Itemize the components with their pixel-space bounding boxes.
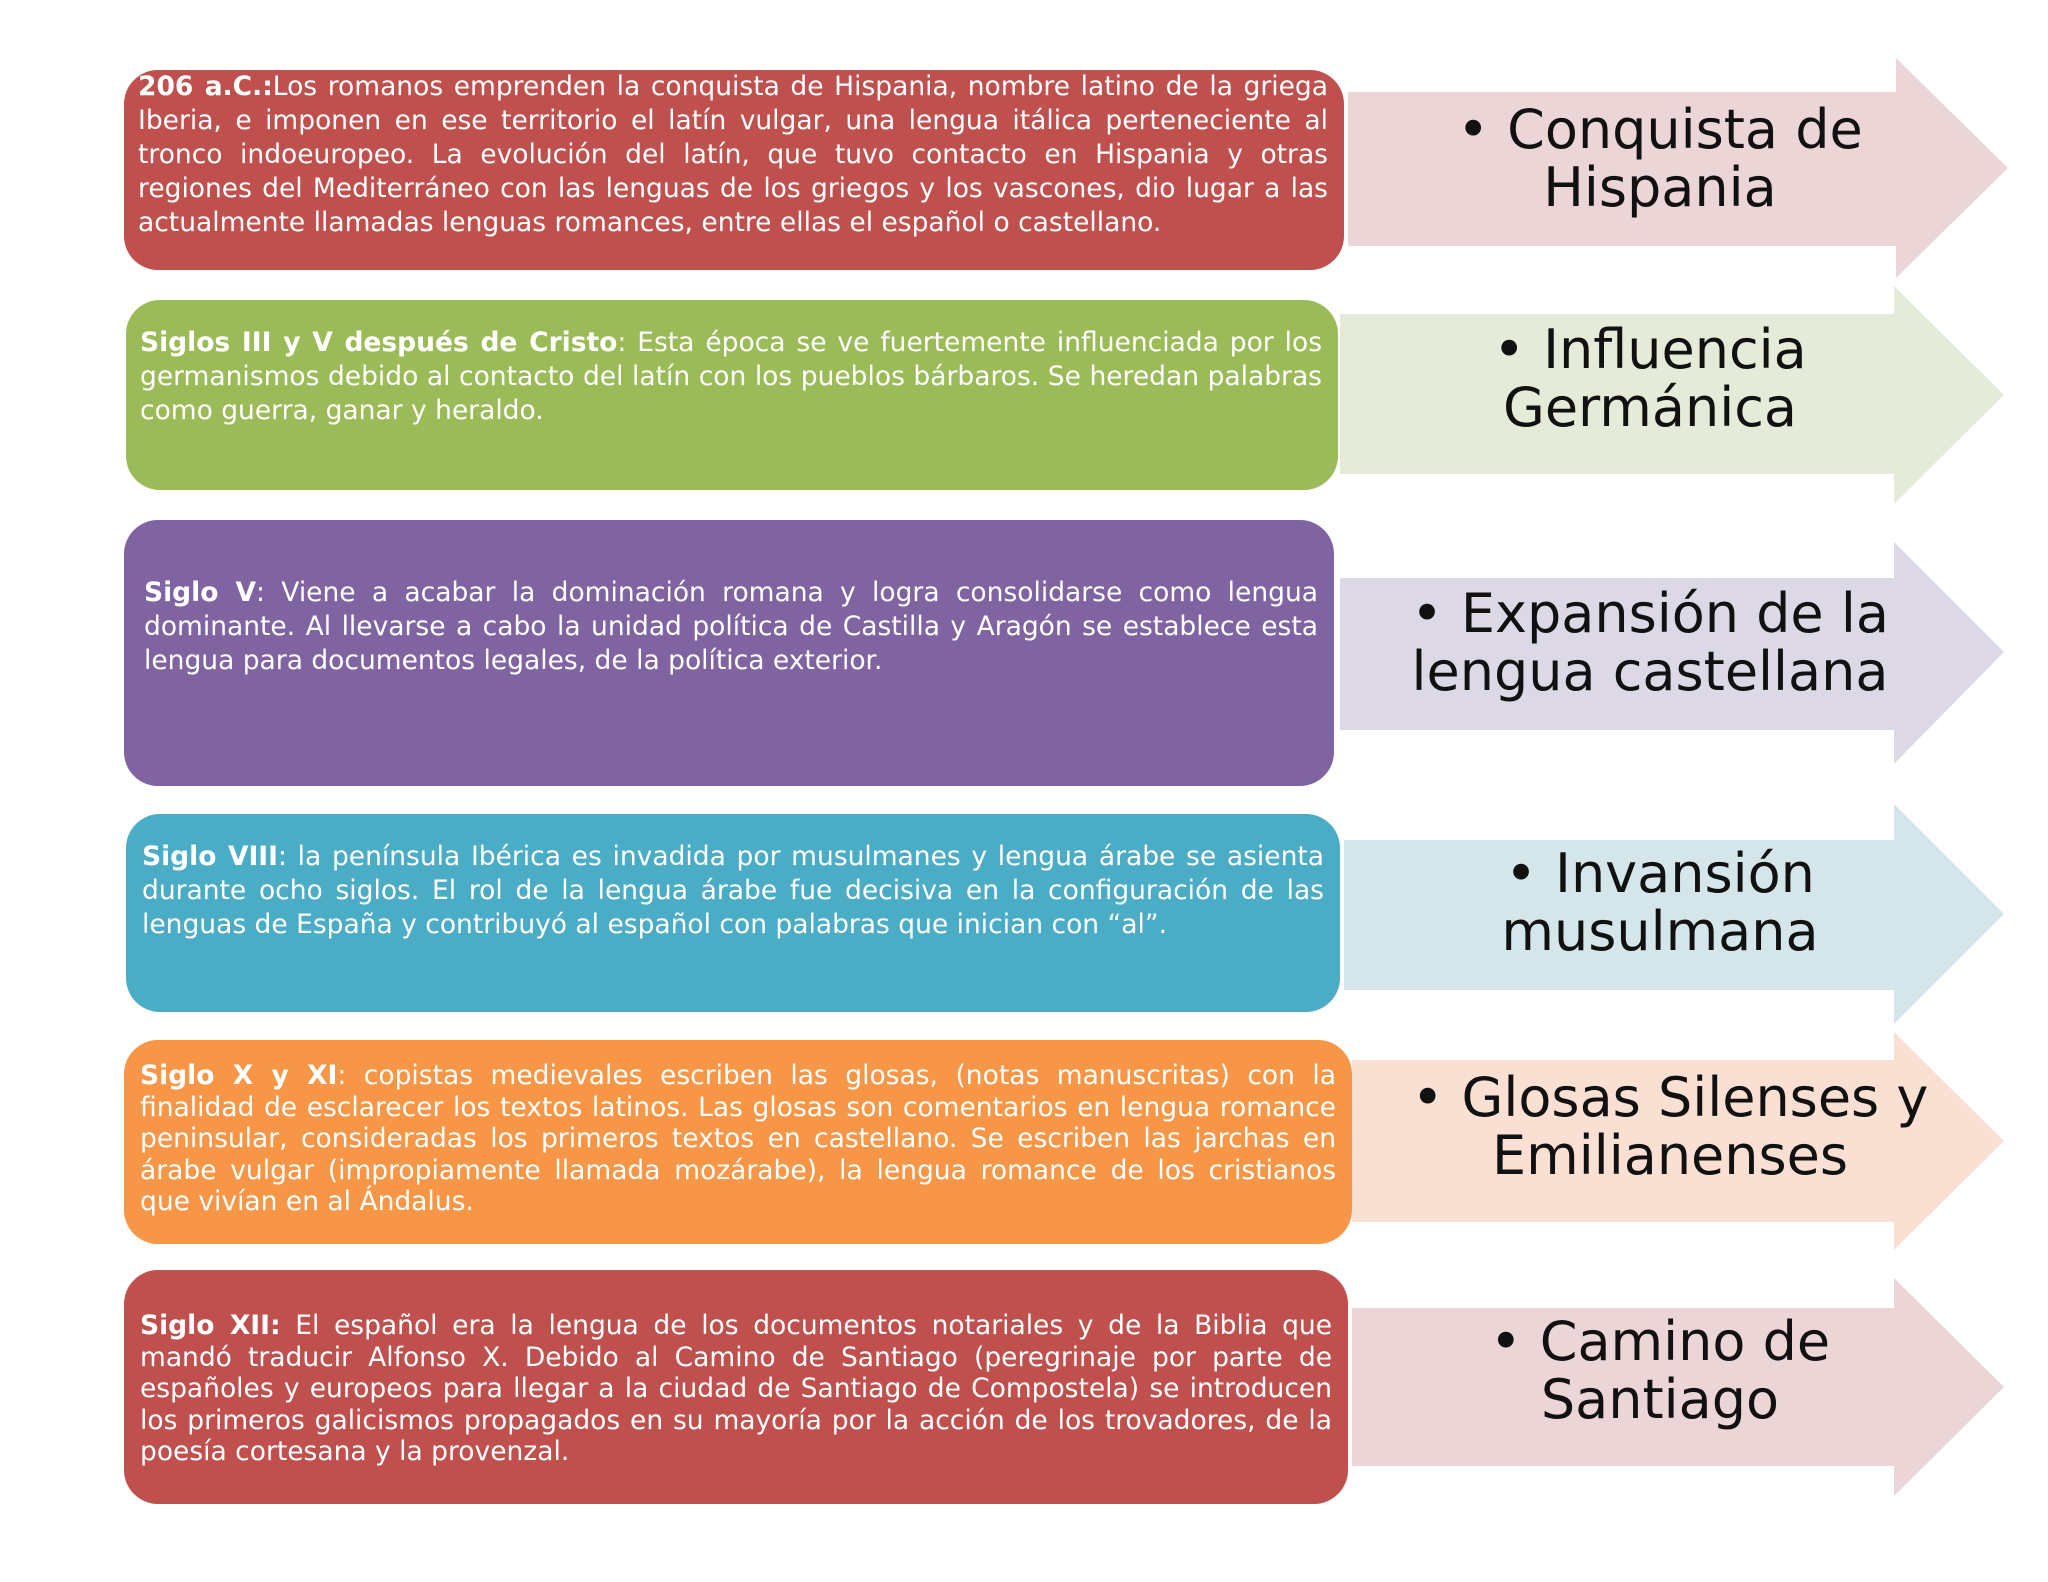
event-box <box>126 814 1340 1012</box>
event-description: : copistas medievales escriben las glosas, (notas manuscritas) con la finalidad de esclarecer los textos latinos. Las glosas son comentarios en lengua romance peninsular, consideradas los primeros textos en castellano. Se escriben las jarchas en árabe vulgar (impropiamente llamada mozárabe), la lengua romance de los cristianos que vivían en al Ándalus. <box>140 1060 1337 1217</box>
arrow-label <box>1360 578 1940 708</box>
event-box <box>124 1040 1352 1244</box>
event-box <box>124 70 1344 270</box>
arrow-label-text: Invansión musulmana <box>1501 842 1819 963</box>
arrow-label-text: Camino de Santiago <box>1539 1310 1831 1431</box>
arrow-label <box>1380 92 1940 226</box>
event-text <box>144 576 1318 678</box>
event-box <box>124 520 1334 786</box>
event-description: : Viene a acabar la dominación romana y logra consolidarse como lengua dominante. Al llevarse a cabo la unidad política de Castilla y Aragón se establece esta lengua para documentos legales, de la política exterior. <box>144 577 1318 676</box>
arrow-label <box>1380 1306 1940 1436</box>
arrow-label-text: Expansión de la lengua castellana <box>1411 582 1889 703</box>
arrow-label-text: Conquista de Hispania <box>1507 98 1863 219</box>
event-box <box>126 300 1338 490</box>
bullet-icon: • <box>1457 98 1490 161</box>
event-text <box>140 326 1322 428</box>
arrow-label-text: Influencia Germánica <box>1502 318 1807 439</box>
event-date: Siglo X y XI <box>140 1060 338 1091</box>
arrow-label <box>1380 314 1920 444</box>
bullet-icon: • <box>1493 318 1526 381</box>
bullet-icon: • <box>1489 1310 1522 1373</box>
event-description: El español era la lengua de los documentos notariales y de la Biblia que mandó traducir Alfonso X. Debido al Camino de Santiago (peregrinaje por parte de españoles y europeos para llegar a la ciudad de Santiago de Compostela) se introducen los primeros galicismos propagados en su mayoría por la acción de los trovadores, de la poesía cortesana y la provenzal. <box>140 1310 1332 1467</box>
event-date: 206 a.C.: <box>138 71 273 102</box>
event-date: Siglo V <box>144 577 257 608</box>
event-description: : Esta época se ve fuertemente influenciada por los germanismos debido al contacto del latín con los pueblos bárbaros. Se heredan palabras como guerra, ganar y heraldo. <box>140 327 1323 426</box>
event-text <box>142 840 1324 942</box>
event-description: : la península Ibérica es invadida por musulmanes y lengua árabe se asienta durante ocho siglos. El rol de la lengua árabe fue decisiva en la configuración de las lenguas de España y contribuyó al español con palabras que inician con “al”. <box>142 841 1324 940</box>
event-box <box>124 1270 1348 1504</box>
bullet-icon: • <box>1505 842 1538 905</box>
event-description: Los romanos emprenden la conquista de Hispania, nombre latino de la griega Iberia, e imponen en ese territorio el latín vulgar, una lengua itálica perteneciente al tronco indoeuropeo. La evolución del latín, que tuvo contacto en Hispania y otras regiones del Mediterráneo con las lenguas de los griegos y los vascones, dio lugar a las actualmente llamadas lenguas romances, entre ellas el español o castellano. <box>138 71 1328 238</box>
arrow-label-text: Glosas Silenses y Emilianenses <box>1461 1066 1929 1187</box>
arrow-label <box>1380 838 1940 968</box>
event-text <box>140 1060 1336 1218</box>
bullet-icon: • <box>1411 582 1443 645</box>
event-date: Siglo VIII <box>142 841 279 872</box>
event-text <box>138 70 1328 240</box>
event-date: Siglos III y V después de Cristo <box>140 327 618 358</box>
event-text <box>140 1310 1332 1468</box>
event-date: Siglo XII: <box>140 1310 281 1341</box>
bullet-icon: • <box>1411 1066 1444 1129</box>
arrow-label <box>1380 1062 1960 1192</box>
